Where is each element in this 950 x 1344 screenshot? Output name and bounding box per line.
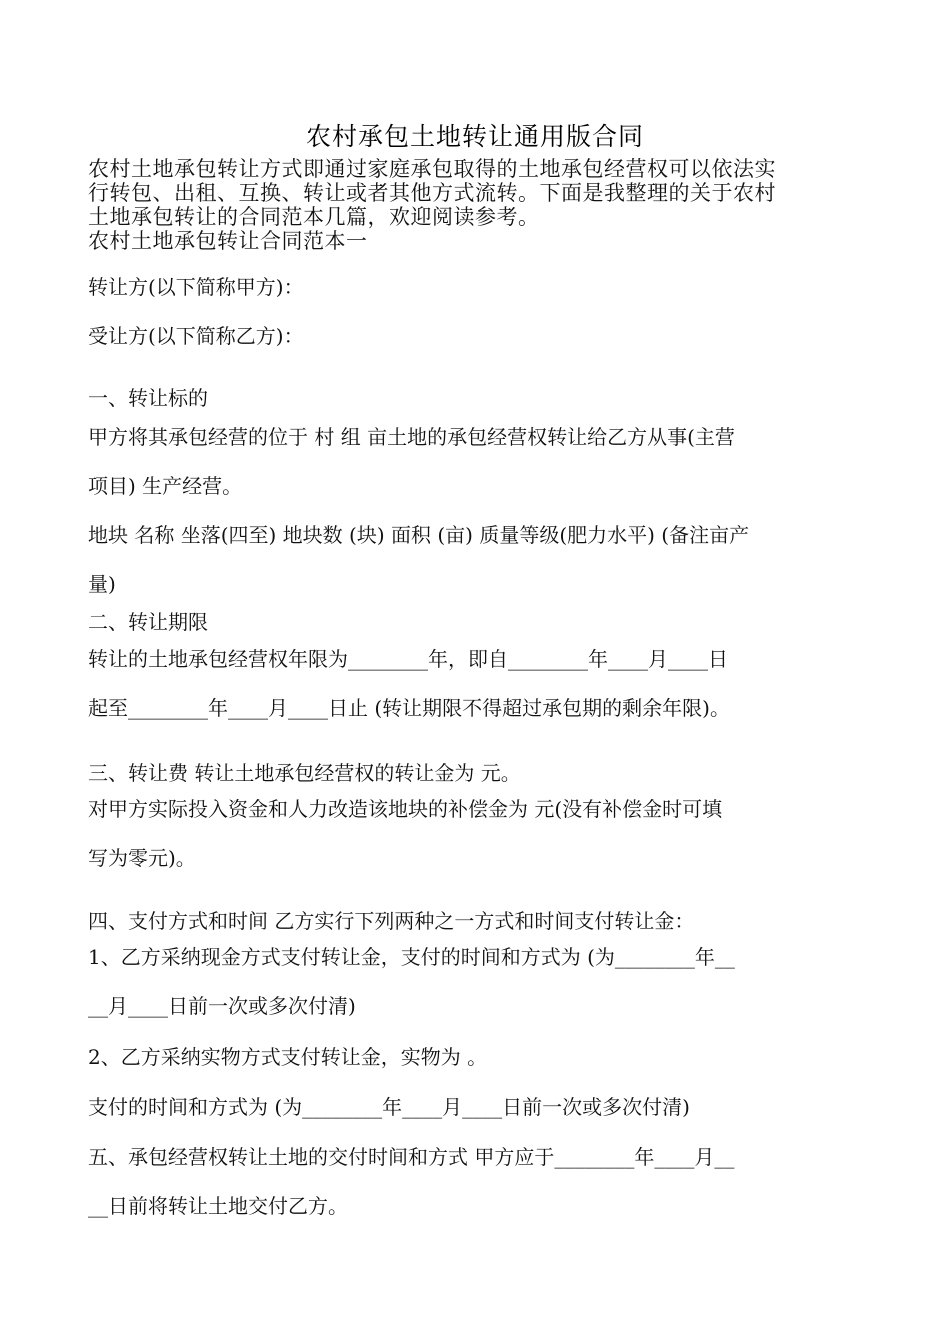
transferee-line: 受让方(以下简称乙方)： — [88, 324, 304, 348]
clause-text: __月____日前一次或多次付清) — [88, 994, 356, 1018]
clause-text: 2、乙方采纳实物方式支付转让金，实物为 。 — [88, 1045, 488, 1069]
clause-text: 量) — [88, 572, 116, 596]
clause-text: 1、乙方采纳现金方式支付转让金，支付的时间和方式为 (为________年__ — [88, 945, 735, 969]
intro-line: 行转包、出租、互换、转让或者其他方式流转。下面是我整理的关于农村 — [88, 181, 776, 205]
clause-heading: 五、承包经营权转让土地的交付时间和方式 甲方应于________年____月__ — [88, 1145, 735, 1169]
intro-paragraph — [88, 157, 868, 253]
clause-text: 地块 名称 坐落(四至) 地块数 (块) 面积 (亩) 质量等级(肥力水平) (备注亩产 — [88, 523, 750, 547]
clause-text: 起至________年____月____日止 (转让期限不得超过承包期的剩余年限)。 — [88, 696, 730, 720]
clause-heading: 一、转让标的 — [88, 386, 208, 410]
intro-line: 农村土地承包转让方式即通过家庭承包取得的土地承包经营权可以依法实 — [88, 157, 776, 181]
clause-heading: 四、支付方式和时间 乙方实行下列两种之一方式和时间支付转让金： — [88, 909, 695, 933]
clause-text: 项目) 生产经营。 — [88, 474, 243, 498]
clause-text: 写为零元)。 — [88, 846, 196, 870]
clause-text: 转让的土地承包经营权年限为________年，即自________年____月____日 — [88, 647, 728, 671]
transferor-line: 转让方(以下简称甲方)： — [88, 275, 304, 299]
clause-text: 甲方将其承包经营的位于 村 组 亩土地的承包经营权转让给乙方从事(主营 — [88, 425, 735, 449]
intro-line: 土地承包转让的合同范本几篇，欢迎阅读参考。 — [88, 205, 540, 229]
clause-text: 支付的时间和方式为 (为________年____月____日前一次或多次付清) — [88, 1095, 690, 1119]
clause-text: __日前将转让土地交付乙方。 — [88, 1194, 348, 1218]
section-heading-sample-one: 农村土地承包转让合同范本一 — [88, 229, 368, 253]
clause-heading: 二、转让期限 — [88, 610, 208, 634]
clause-text: 对甲方实际投入资金和人力改造该地块的补偿金为 元(没有补偿金时可填 — [88, 797, 723, 821]
clause-heading: 三、转让费 转让土地承包经营权的转让金为 元。 — [88, 761, 521, 785]
document-title: 农村承包土地转让通用版合同 — [305, 122, 644, 151]
